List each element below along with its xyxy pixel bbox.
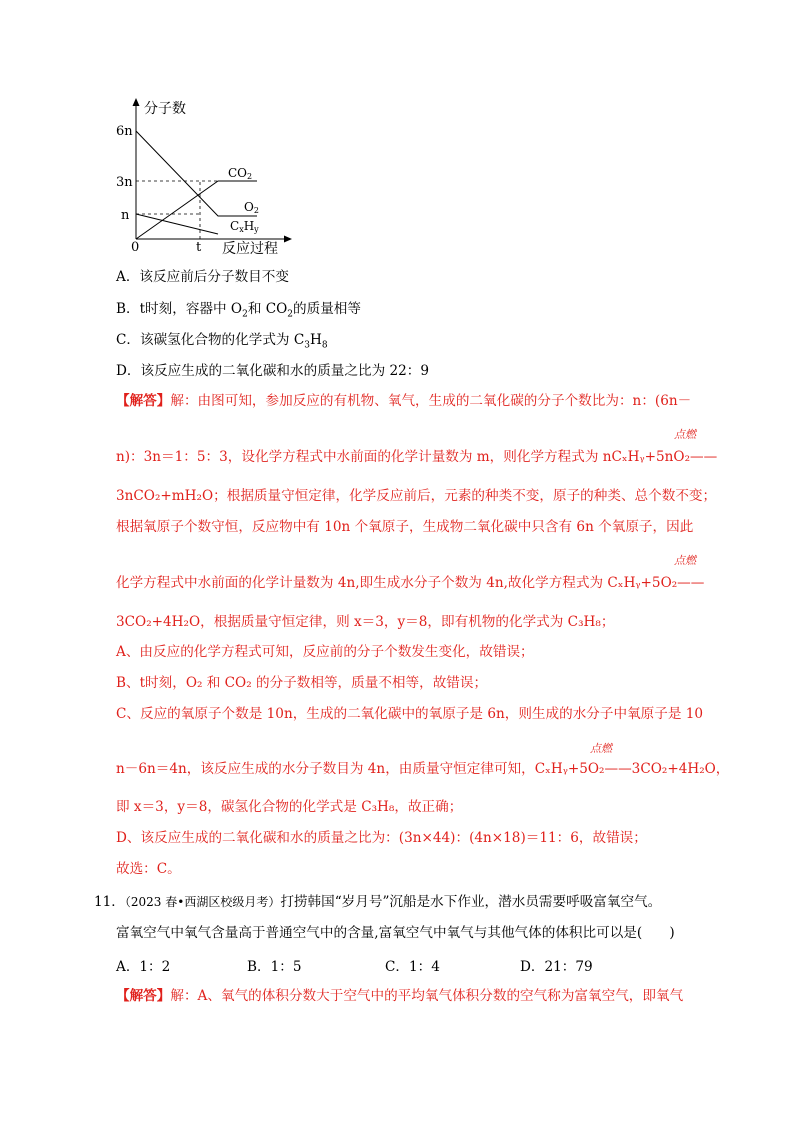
x-tick-t: t: [196, 240, 202, 255]
label-cxhy: CxHy: [230, 219, 259, 234]
q11-stem-line-2: 富氧空气中氧气含量高于普通空气中的含量,富氧空气中氧气与其他气体的体积比可以是( ): [116, 925, 675, 941]
y-tick-6n: 6n: [116, 124, 133, 139]
analysis-line-1: 【解答】解：由图可知，参加反应的有机物、氧气，生成的二氧化碳的分子个数比为：n：(6n－: [116, 393, 692, 409]
analysis-line-13: 故选：C。: [116, 861, 181, 877]
q11-answer: 【解答】解：A、氧气的体积分数大于空气中的平均氧气体积分数的空气称为富氧空气，即氧气: [116, 988, 684, 1004]
analysis-line-12: D、该反应生成的二氧化碳和水的质量之比为：(3n×44)：(4n×18)＝11：6，故错误；: [116, 830, 647, 846]
analysis-line-2: n)：3n＝1：5：3，设化学方程式中水前面的化学计量数为 m，则化学方程式为 nCₓHᵧ+5nO₂——: [116, 449, 718, 465]
q11-source: （2023 春•西湖区校级月考）: [124, 895, 281, 909]
option-a: A．该反应前后分子数目不变: [116, 269, 289, 285]
q11-number: 11．: [94, 894, 125, 910]
analysis-line-5: 化学方程式中水前面的化学计量数为 4n,即生成水分子个数为 4n,故化学方程式为 CₓHᵧ+5O₂——: [116, 575, 705, 591]
q11-option-c: C．1：4: [385, 959, 440, 975]
analysis-line-4: 根据氧原子个数守恒，反应物中有 10n 个氧原子，生成物二氧化碳中只含有 6n 个氧原子，因此: [116, 519, 694, 535]
analysis-line-6: 3CO₂+4H₂O，根据质量守恒定律，则 x＝3，y＝8，即有机物的化学式为 C₃H₈；: [116, 614, 615, 630]
option-c: C．该碳氢化合物的化学式为 $C_3H_8$: [116, 332, 328, 351]
analysis-line-9: C、反应的氧原子个数是 10n，生成的二氧化碳中的氧原子是 6n，则生成的水分子中氧原子是 10: [116, 706, 704, 722]
ignite-mark-2: 点燃: [674, 554, 696, 567]
ignite-mark-1: 点燃: [674, 428, 696, 441]
q11-stem-line-1: 11．（2023 春•西湖区校级月考）打捞韩国“岁月号”沉船是水下作业，潜水员需要呼吸富氧空气。: [94, 894, 662, 910]
option-d: D．该反应生成的二氧化碳和水的质量之比为 22：9: [116, 363, 430, 379]
molecule-chart: [112, 96, 292, 256]
analysis-line-8: B、t时刻，O₂ 和 CO₂ 的分子数相等，质量不相等，故错误；: [116, 675, 488, 691]
label-o2: O2: [244, 200, 259, 215]
option-b: B．t时刻，容器中 $O_2$和 $CO_2$的质量相等: [116, 301, 361, 320]
analysis-line-11: 即 x＝3，y＝8，碳氢化合物的化学式是 C₃H₈，故正确；: [116, 799, 463, 815]
analysis-line-7: A、由反应的化学方程式可知，反应前的分子个数发生变化，故错误；: [116, 644, 534, 660]
analysis-line-10: n－6n＝4n，该反应生成的水分子数目为 4n，由质量守恒定律可知，CₓHᵧ+5O₂——3CO₂+4H₂O，: [116, 761, 730, 777]
q11-option-b: B．1：5: [247, 959, 302, 975]
label-co2: CO2: [228, 166, 253, 181]
analysis-line-3: 3nCO₂+mH₂O；根据质量守恒定律，化学反应前后，元素的种类不变，原子的种类、总个数不变；: [116, 488, 717, 504]
series-line-cxhy: [136, 214, 218, 234]
y-axis-arrow: [133, 98, 140, 106]
y-tick-n: n: [121, 208, 130, 223]
origin-label: 0: [131, 240, 140, 255]
x-axis-label: 反应过程: [222, 241, 278, 256]
x-axis-arrow: [284, 236, 292, 243]
y-axis-label: 分子数: [144, 101, 186, 117]
ignite-mark-3: 点燃: [590, 742, 612, 755]
y-tick-3n: 3n: [116, 175, 133, 190]
q11-option-d: D．21：79: [520, 959, 593, 975]
q11-option-a: A．1：2: [116, 959, 171, 975]
